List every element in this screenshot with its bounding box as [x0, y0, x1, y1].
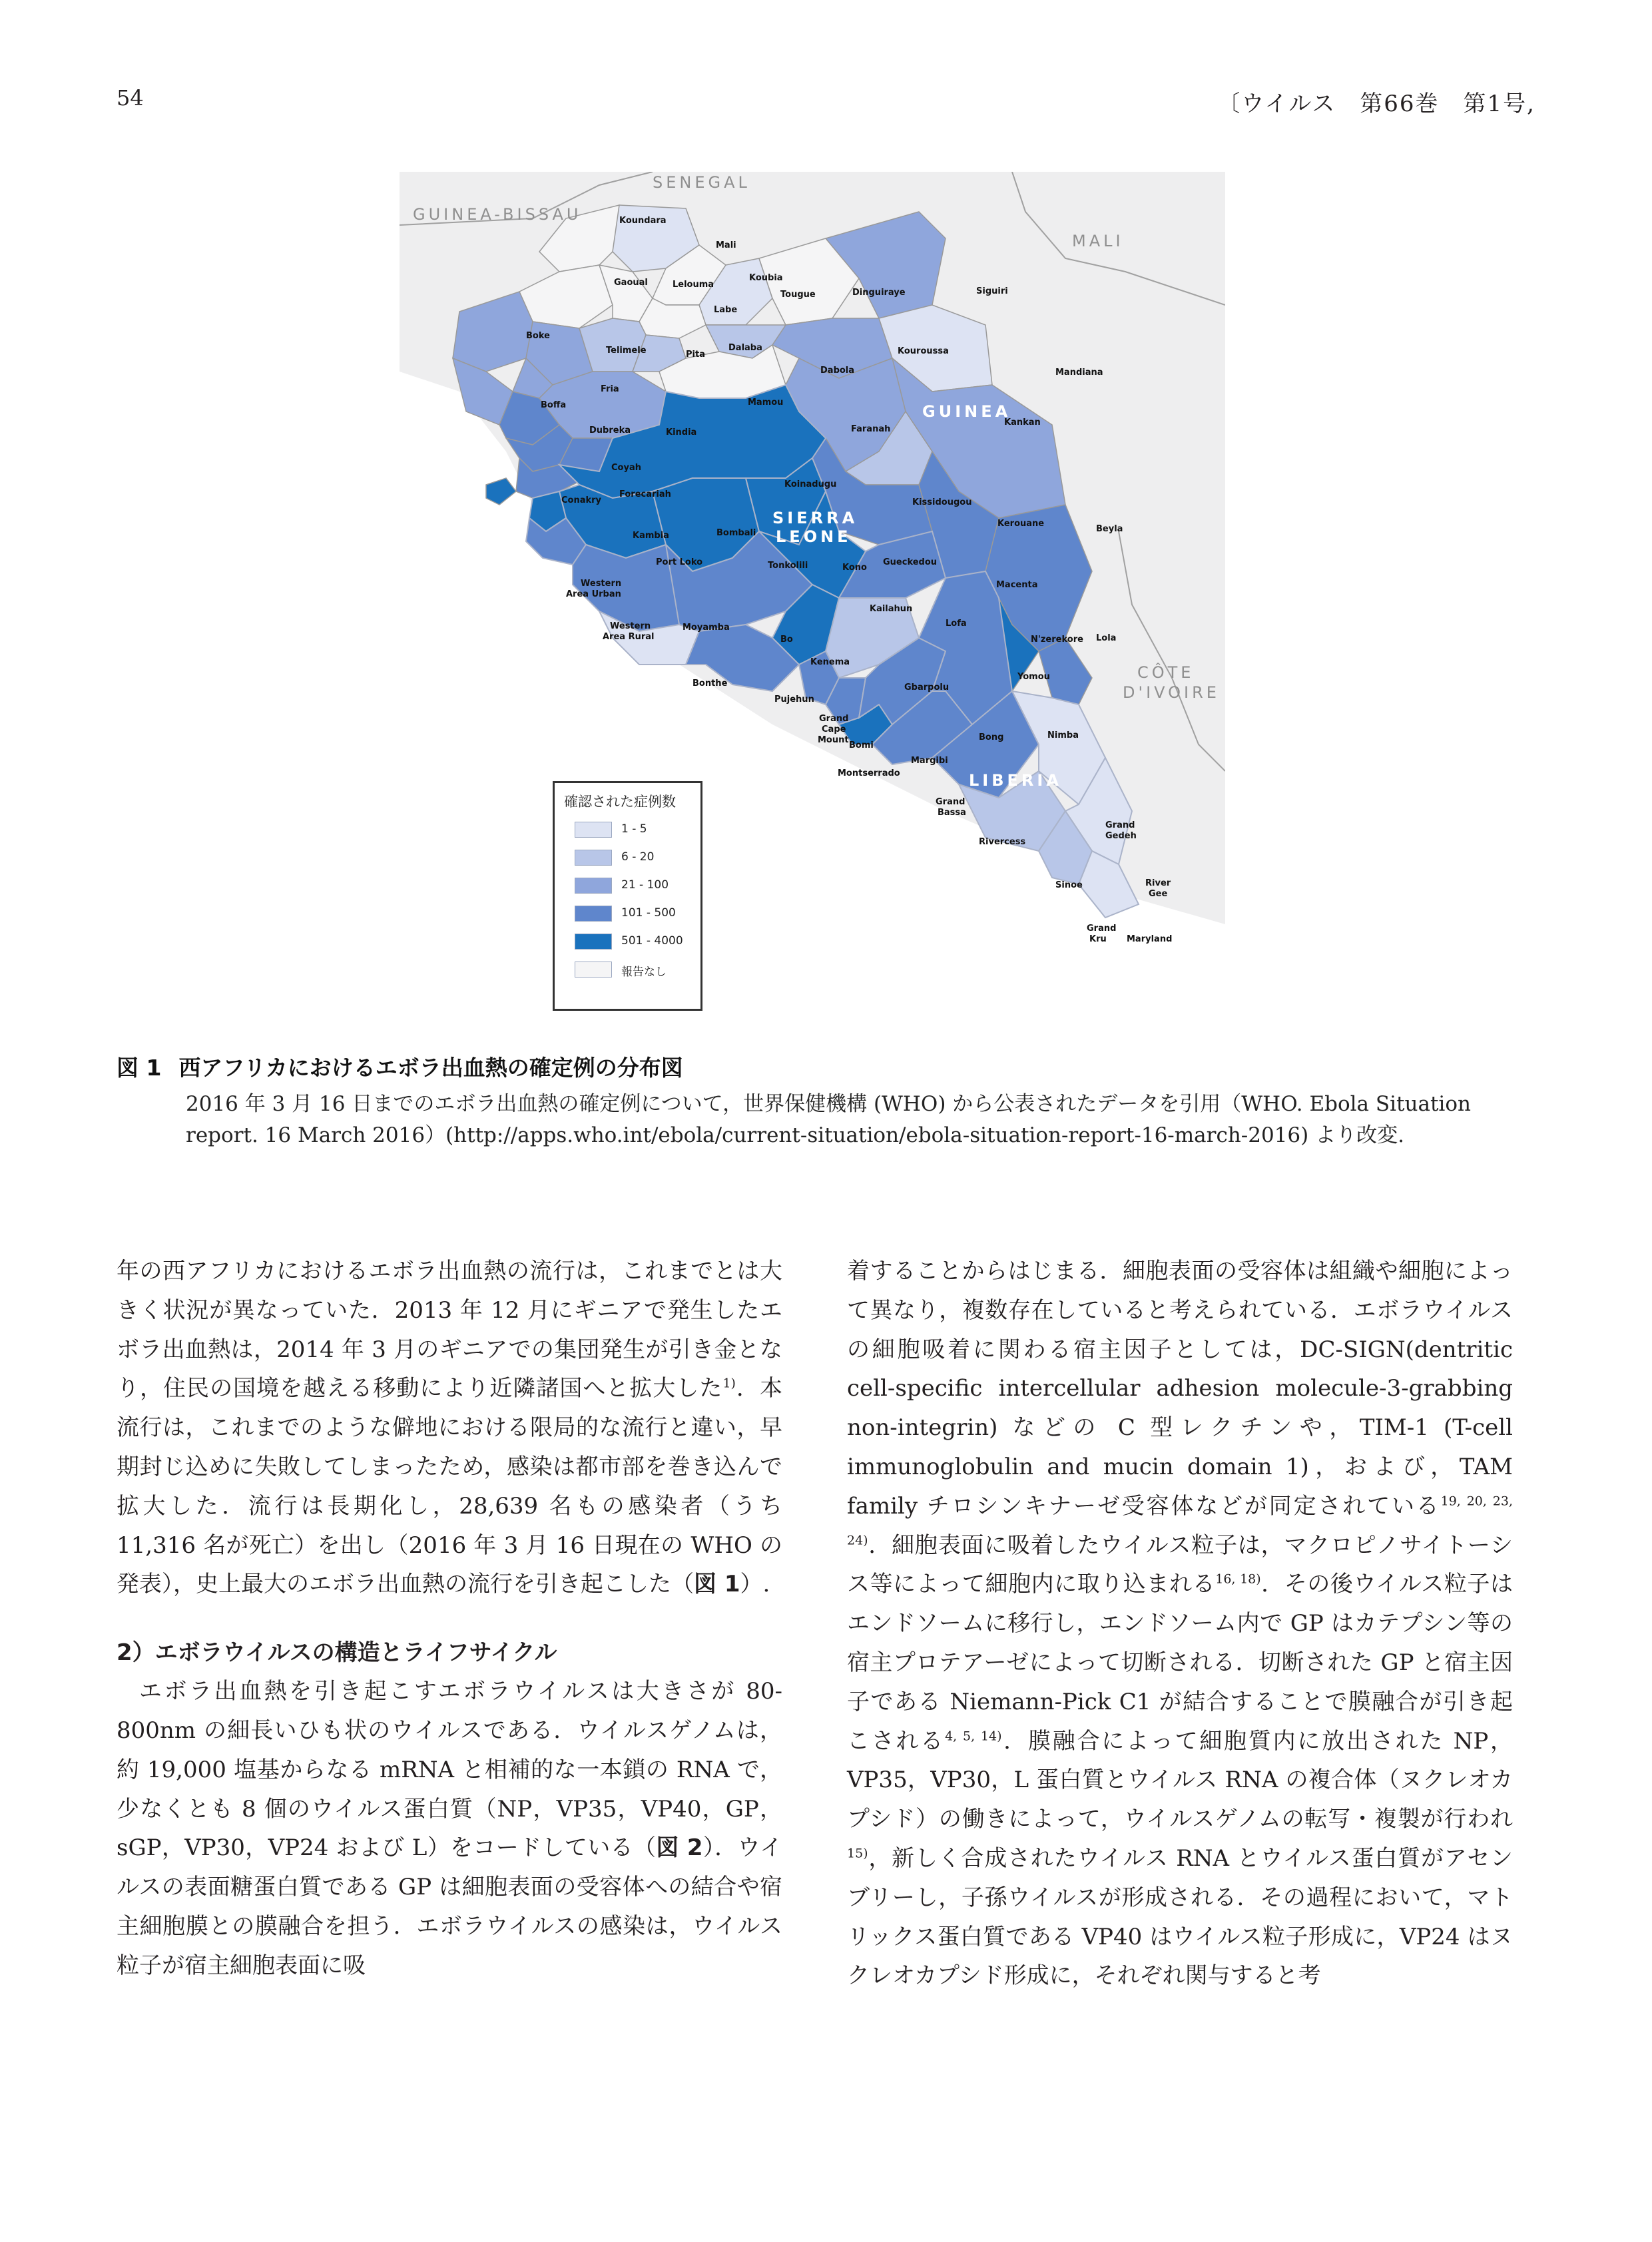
region-label: Grand	[936, 797, 965, 807]
region-label: River	[1145, 878, 1171, 888]
region-label: Bomi	[849, 740, 874, 750]
region-label: Koubia	[749, 273, 783, 283]
region-label: Kissidougou	[912, 497, 972, 507]
region-label: Gedeh	[1105, 831, 1137, 841]
region-label: Moyamba	[683, 623, 730, 633]
page-number: 54	[117, 85, 144, 111]
citation: 1)	[722, 1376, 736, 1392]
legend-swatch	[575, 934, 612, 950]
region-label: Faranah	[851, 424, 891, 434]
citation: 19, 20, 23, 24)	[847, 1494, 1513, 1548]
region-label: Labe	[714, 305, 738, 315]
legend-label: 6 - 20	[621, 850, 655, 864]
text-run: ．その後ウイルス粒子はエンドソームに移行し，エンドソーム内で GP はカテプシン等の宿主プロテアーゼによって切断される．切断された GP と宿主因子である Niemann-Pick C1 が結合することで膜融合が引き起こされる	[847, 1571, 1513, 1755]
region-label: Tonkolili	[768, 561, 808, 571]
region-label: Lelouma	[673, 280, 714, 290]
country-label-liberia: LIBERIA	[969, 771, 1062, 790]
region-label: Sinoe	[1055, 880, 1083, 890]
left-column	[117, 1252, 782, 1986]
figure-reference: 図 1	[694, 1571, 740, 1598]
region-label: Pita	[686, 350, 705, 360]
region-label: Forecariah	[619, 489, 671, 499]
text-run: ．膜融合によって細胞質内に放出された NP，VP35，VP30，L 蛋白質とウイルス RNA の複合体（ヌクレオカプシド）の働きによって，ウイルスゲノムの転写・複製が行われ	[847, 1727, 1513, 1833]
region-label: Nimba	[1047, 730, 1079, 740]
section-heading: 2）エボラウイルスの構造とライフサイクル	[117, 1639, 557, 1667]
region-label: Mamou	[748, 398, 784, 408]
region-label: Gueckedou	[883, 557, 938, 567]
region-label: Area Rural	[603, 632, 655, 642]
region-label: Kailahun	[870, 604, 913, 614]
legend-label: 101 - 500	[621, 906, 676, 920]
region-label: Koundara	[619, 216, 667, 226]
region-label: Bassa	[938, 808, 966, 818]
text-run: ，新しく合成されたウイルス RNA とウイルス蛋白質がアセンブリーし，子孫ウイルスが形成される．その過程において，マトリックス蛋白質である VP40 はウイルス粒子形成に，VP24 はヌクレオカプシド形成に，それぞれ関与すると考	[847, 1844, 1513, 1990]
region-label: Bong	[979, 732, 1004, 742]
region-label: Kru	[1089, 934, 1107, 944]
legend-label: 報告なし	[621, 966, 667, 979]
country-label-senegal: SENEGAL	[653, 173, 750, 192]
region-label: Kenema	[810, 657, 850, 667]
region-label: Fria	[601, 384, 619, 394]
region-label: Kouroussa	[898, 346, 949, 356]
region-label: Bo	[780, 635, 793, 645]
region-label: Beyla	[1096, 524, 1123, 534]
region-label: Macenta	[996, 580, 1038, 590]
legend-label: 501 - 4000	[621, 934, 683, 948]
caption-title	[117, 1051, 1538, 1082]
region-label: Montserrado	[838, 768, 900, 778]
region-label: Western	[610, 621, 651, 631]
region-label: Rivercess	[979, 837, 1026, 847]
region-label: Dubreka	[589, 425, 631, 435]
region-label: Margibi	[911, 756, 948, 766]
running-head: 〔ウイルス 第66巻 第1号,	[1217, 91, 1535, 117]
region-label: Bonthe	[692, 679, 728, 689]
citation: 16, 18)	[1215, 1572, 1261, 1587]
legend-swatch	[575, 850, 612, 866]
region-label: Koinadugu	[784, 479, 837, 489]
map-svg	[400, 172, 1225, 1012]
text-run: 年の西アフリカにおけるエボラ出血熱の流行は，これまでとは大きく状況が異なっていた．2013 年 12 月にギニアで発生したエボラ出血熱は，2014 年 3 月のギニアでの集団発生が引き金となり，住民の国境を越える移動により近隣諸国へと拡大した	[117, 1258, 782, 1402]
paragraph	[847, 1252, 1513, 1996]
region-label: Kambia	[633, 531, 669, 541]
region-label: Boke	[526, 331, 550, 341]
region-label: Lofa	[946, 619, 967, 629]
region-label: Dinguiraye	[852, 288, 906, 298]
region-label: Pujehun	[774, 695, 814, 704]
region-label: Dalaba	[728, 343, 762, 353]
country-label-sierra-leone-1: SIERRA	[772, 509, 858, 527]
region-label: Mount	[818, 735, 849, 745]
legend-label: 1 - 5	[621, 822, 647, 836]
region-label: Coyah	[611, 463, 641, 473]
citation: 15)	[847, 1846, 868, 1861]
region-label: Western	[581, 579, 622, 589]
region-label: Dabola	[820, 366, 855, 376]
region-label: Grand	[819, 714, 849, 724]
country-label-guinea: GUINEA	[922, 402, 1011, 421]
figure-caption	[117, 1051, 1538, 1151]
paragraph	[117, 1252, 782, 1604]
legend-swatch	[575, 878, 612, 894]
map-legend	[553, 781, 702, 1011]
region-label: Grand	[1105, 820, 1135, 830]
region-label: Mandiana	[1055, 368, 1103, 378]
text-run: エボラ出血熱を引き起こすエボラウイルスは大きさが 80-800nm の細長いひも状のウイルスである．ウイルスゲノムは，約 19,000 塩基からなる mRNA と相補的な一本鎖の RNA で，少なくとも 8 個のウイルス蛋白質（NP，VP35，VP40，GP，sGP，VP30，VP24 および L）をコードしている（	[117, 1678, 782, 1862]
region-label: Grand	[1087, 924, 1117, 934]
country-label-mali: MALI	[1072, 232, 1124, 250]
region-label: Kerouane	[997, 519, 1045, 529]
text-run: ．細胞表面に吸着したウイルス粒子は，マクロピノサイトーシス等によって細胞内に取り込まれる	[847, 1532, 1513, 1598]
country-label-sierra-leone-2: LEONE	[776, 527, 852, 546]
region-label: Cape	[822, 724, 846, 734]
region-label: Tougue	[780, 290, 816, 300]
right-column	[847, 1252, 1513, 1996]
region-label: Boffa	[541, 400, 567, 410]
figure-title: 西アフリカにおけるエボラ出血熱の確定例の分布図	[178, 1055, 683, 1081]
country-label-cote-divoire-1: CÔTE	[1137, 663, 1195, 682]
region-label: Port Loko	[656, 557, 703, 567]
paragraph	[117, 1672, 782, 1985]
ebola-distribution-map	[400, 172, 1225, 1012]
region-label: N'zerekore	[1031, 635, 1083, 645]
country-label-cote-divoire-2: D'IVOIRE	[1123, 683, 1220, 702]
region-label: Kankan	[1004, 418, 1041, 427]
region-label: Gbarpolu	[904, 683, 950, 693]
region-label: Siguiri	[976, 286, 1008, 296]
region-label: Kono	[842, 563, 867, 573]
legend-swatch	[575, 822, 612, 838]
legend-label: 21 - 100	[621, 878, 669, 892]
text-run: ．本流行は，これまでのような僻地における限局的な流行と違い，早期封じ込めに失敗してしまったため，感染は都市部を巻き込んで拡大した．流行は長期化し，28,639 名もの感染者（うち 11,316 名が死亡）を出し（2016 年 3 月 16 日現在の WHO の発表），史上最大のエボラ出血熱の流行を引き起こした（	[117, 1375, 783, 1598]
figure-reference: 図 2	[656, 1834, 703, 1862]
region-label: Maryland	[1127, 934, 1173, 944]
region-label: Conakry	[561, 495, 602, 505]
caption-body: 2016 年 3 月 16 日までのエボラ出血熱の確定例について，世界保健機構 (WHO) から公表されたデータを引用（WHO. Ebola Situation report. 16 March 2016）(http://apps.who.int/ebola/current-situation/ebola-situation-report-16-march-2016) より改変.	[186, 1092, 1471, 1147]
country-label-guinea-bissau: GUINEA-BISSAU	[413, 205, 582, 224]
legend-title: 確認された症例数	[564, 794, 676, 810]
text-run: ）．ウイルスの表面糖蛋白質である GP は細胞表面の受容体への結合や宿主細胞膜との膜融合を担う．エボラウイルスの感染は，ウイルス粒子が宿主細胞表面に吸	[117, 1834, 782, 1979]
citation: 4, 5, 14)	[945, 1729, 1002, 1744]
text-run: ）.	[740, 1571, 770, 1598]
region-label: Yomou	[1017, 672, 1050, 682]
legend-swatch	[575, 962, 612, 978]
text-run: 着することからはじまる．細胞表面の受容体は組織や細胞によって異なり，複数存在していると考えられている．エボラウイルスの細胞吸着に関わる宿主因子としては，DC-SIGN(dentritic cell-specific intercellular adhesion molecule-3-grabbing non-integrin) などの C 型レクチンや，TIM-1 (T-cell immunoglobulin and mucin domain 1)，および，TAM family チロシンキナーゼ受容体などが同定されている	[847, 1258, 1513, 1520]
region-label: Gee	[1149, 889, 1168, 899]
figure-label: 図 1	[117, 1055, 162, 1081]
region-label: Telimele	[606, 346, 647, 356]
region-label: Lola	[1096, 633, 1117, 643]
region-label: Area Urban	[566, 589, 621, 599]
region-label: Kindia	[666, 427, 697, 437]
legend-swatch	[575, 906, 612, 922]
region-label: Bombali	[716, 528, 756, 538]
region-label: Mali	[716, 240, 736, 250]
region-label: Gaoual	[614, 278, 648, 288]
